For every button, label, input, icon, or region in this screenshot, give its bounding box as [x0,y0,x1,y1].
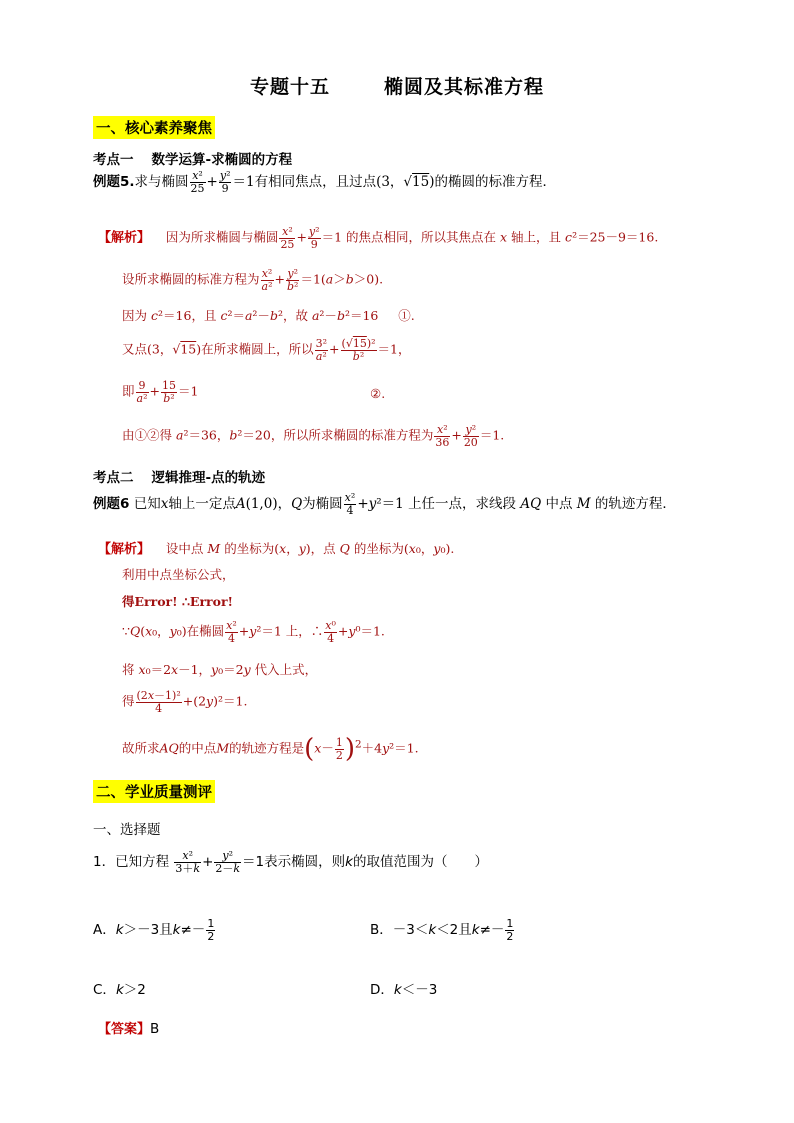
sol6-line-1: 【解析】 设中点 M 的坐标为(x，y)，点 Q 的坐标为(x₀，y₀). [98,541,455,557]
page-title [0,72,794,99]
sol6-l1c: ，点 [310,541,336,556]
q1-pre: 已知方程 [115,854,170,871]
sol5-l1a: 因为所求椭圆与椭圆 [165,229,279,245]
sol5-line-1: 【解析】 因为所求椭圆与椭圆 $\frac{\text{x²}}{25}$ + $\frac{\text{y²}}{9}$ ＝1 的焦点相同，所以其焦点在 x 轴上，且 c²＝25－9＝16. [98,225,659,251]
option-d: D．k＜－3 [370,982,438,998]
sol6-l5b: 代入上式， [254,662,318,677]
sol6-l1d: 的坐标为 [353,541,404,556]
sol6-l1b: 的坐标为 [224,541,275,556]
sol5-l1c: 轴上，且 [511,229,562,245]
example-6: 例题6 已知x轴上一定点A(1,0)，Q为椭圆 $\frac{\text{x²}}{4}$ +y²＝1 上任一点，求线段 AQ 中点 M 的轨迹方程． [93,491,676,517]
part-heading: 一、选择题 [93,822,161,838]
sol5-l2a: 设所求椭圆的标准方程为 [122,271,260,287]
sol5-l3: 因为 [122,308,148,323]
ex6-pre: 已知 [133,496,161,512]
sol6-l1a: 设中点 [165,541,204,556]
sol6-l4a: ∵ [122,623,130,639]
answer-line [98,1018,159,1037]
answer-tag: 【答案】 [98,1022,151,1037]
option-a-label: A． [93,922,116,939]
sol5-l3c: ，故 [282,308,308,323]
sol6-l5a: 将 [122,662,135,677]
ex6-mid3: 上任一点，求线段 [408,496,517,512]
sol6-line-3: 得Error! ∴Error! [122,594,234,609]
sol5-l1b: 的焦点相同，所以其焦点在 [346,229,497,245]
ex5-pre: 求与椭圆 [134,174,189,190]
kd1-label: 考点一 [93,152,134,168]
kd2-text: 逻辑推理-点的轨迹 [151,470,266,486]
option-c: C．k＞2 [93,982,146,998]
sol5-tag: 【解析】 [98,230,151,246]
sol5-l6a: 由①②得 [122,427,173,443]
sol6-l4c: 上，∴ [285,623,324,639]
sol5-line-3: 因为 c²＝16，且 c²＝a²－b²，故 a²－b²＝16 ①. [122,308,415,323]
sol5-line-2: 设所求椭圆的标准方程为 $\frac{\text{x²}}{\text{a²}}$ + $\frac{\text{y²}}{\text{b²}}$ ＝1(a＞b＞0). [122,267,384,293]
sol6-l7c: 的轨迹方程是 [229,740,305,756]
question-1: 1．已知方程 $\frac{\text{x²}}{3+k}$ + $\frac{\text{y²}}{2-k}$ ＝1表示椭圆，则k的取值范围为（ ） [93,849,488,875]
q1-post: 表示椭圆，则 [264,854,346,871]
ex5-label: 例题5. [93,174,135,190]
sol6-line-5: 将 x₀＝2x－1，y₀＝2y 代入上式， [122,662,318,677]
option-d-label: D． [370,982,394,998]
section-heading-2: 二、学业质量测评 [93,780,215,803]
option-a-and: 且 [159,922,173,939]
ex6-mid1: 轴上一定点 [168,496,236,512]
option-b: B．－3＜k＜2且k≠－ $\frac{1}{2}$ [370,917,514,943]
option-c-label: C． [93,982,116,998]
knowledge-point-1 [93,148,292,168]
option-b-label: B． [370,922,393,939]
sol6-l7a: 故所求 [122,740,160,756]
ex6-post: 的轨迹方程． [594,496,676,512]
sol5-l4a: 又点 [122,341,148,357]
sol5-circ2: ②. [370,386,386,401]
sol6-line-2: 利用中点坐标公式， [122,567,235,582]
option-b-and: 且 [458,922,472,939]
sol5-l5a: 即 [122,383,135,399]
kd2-label: 考点二 [93,470,134,486]
sol6-line-6: 得 $\frac{\text{(2x－1)²}}{4}$ +(2y)²＝1. [122,689,248,715]
sol6-line-7: 故所求AQ的中点M的轨迹方程是(x－ $\frac{1}{2}$ )$^2$＋4y²＝1. [122,734,419,764]
sol6-line-4: ∵Q(x₀，y₀)在椭圆 $\frac{\text{x²}}{4}$ +y²＝1 上，∴ $\frac{\text{x⁰}}{4}$ +y⁰＝1. [122,619,385,645]
sol5-l3b: ，且 [191,308,217,323]
section-heading-1: 一、核心素养聚焦 [93,116,215,139]
sol6-tag: 【解析】 [98,542,151,557]
ex6-mid2: 为椭圆 [302,496,343,512]
sol5-l4b: 在所求椭圆上，所以 [201,341,314,357]
knowledge-point-2 [93,466,265,486]
sol6-l4b: 在椭圆 [186,623,225,639]
sol5-line-5: 即 $\frac{9}{\text{a²}}$ + $\frac{15}{\text{b²}}$ ＝1 [122,379,199,405]
option-a: A．k＞－3且k≠－ $\frac{1}{2}$ [93,917,215,943]
kd1-text: 数学运算-求椭圆的方程 [151,152,293,168]
sol5-line-6: 由①②得 a²＝36，b²＝20，所以所求椭圆的标准方程为 $\frac{\text{x²}}{36}$ + $\frac{\text{y²}}{20}$ ＝1. [122,423,505,449]
sol6-l7b: 的中点 [178,740,217,756]
sol5-circ1: ①. [398,308,415,323]
ex6-label: 例题6 [93,496,130,512]
answer-value: B [150,1021,160,1037]
ex5-mid: 有相同焦点，且过点 [254,174,377,190]
sol5-line-4: 又点(3，√15)在所求椭圆上，所以 $\frac{\text{3²}}{\text{a²}}$ + $\frac{\text{(√15)²}}{\text{b²}}$ ＝1， [122,337,411,363]
sol5-l6b: ，所以所求椭圆的标准方程为 [270,427,434,443]
sol6-l6a: 得 [122,693,135,709]
ex5-post: 的椭圆的标准方程． [434,174,557,190]
title-topic: 专题十五 [249,76,330,98]
q1-num: 1． [93,854,116,871]
title-subject: 椭圆及其标准方程 [384,76,545,98]
q1-post2: 的取值范围为（ ） [352,854,488,871]
example-5: 例题5.求与椭圆 $\frac{\text{x²}}{25}$ + $\frac{\text{y²}}{9}$ ＝1有相同焦点，且过点(3，√15)的椭圆的标准方程． [93,169,557,195]
ex6-mid4: 中点 [545,496,573,512]
